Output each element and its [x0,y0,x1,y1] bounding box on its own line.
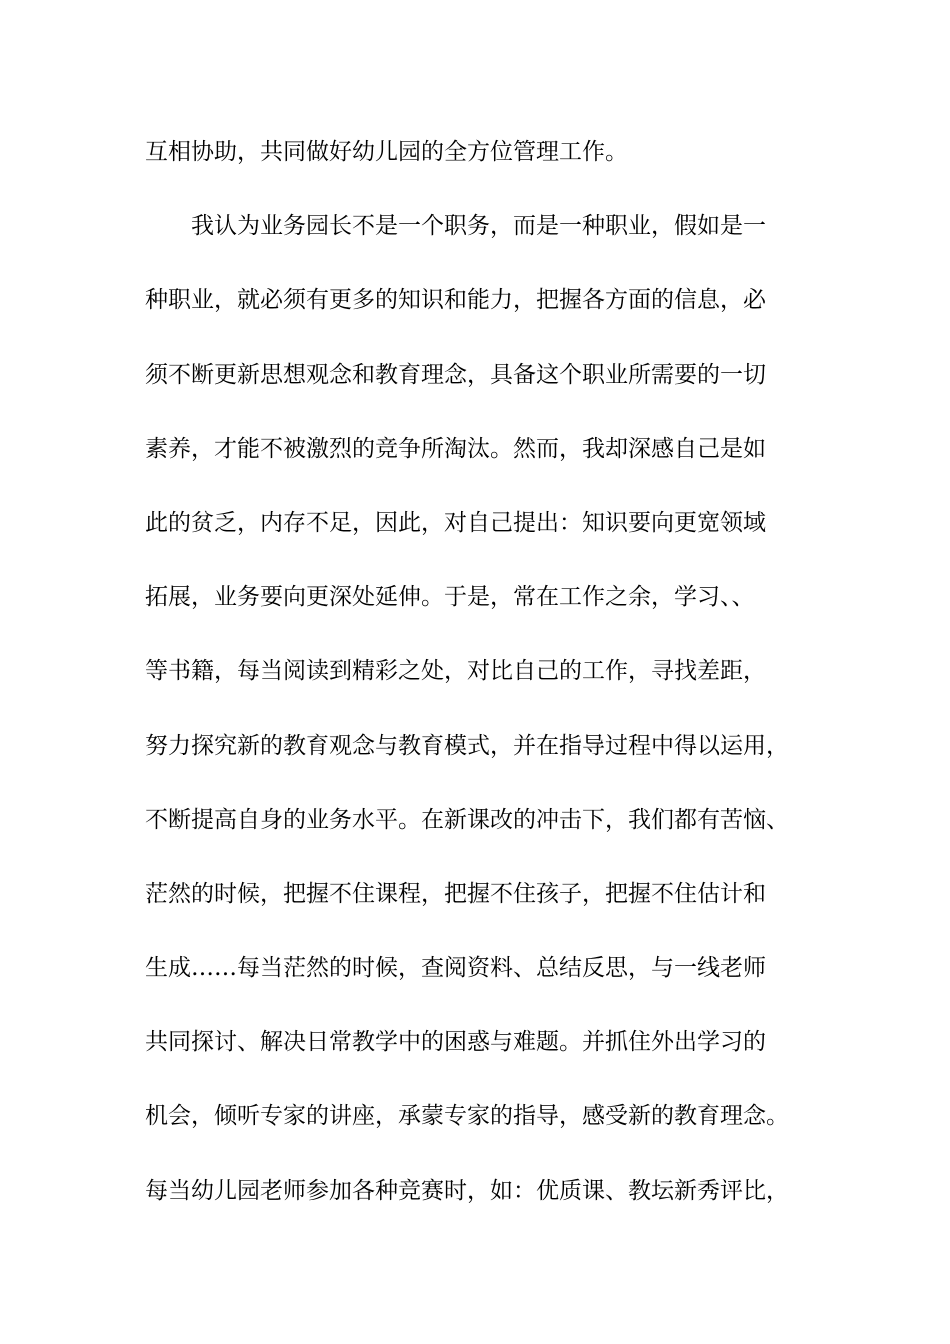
text-line: 生成……每当茫然的时候，查阅资料、总结反思，与一线老师 [145,955,766,982]
text-line: 素养，才能不被激烈的竞争所淘汰。然而，我却深感自己是如 [145,435,766,462]
text-line: 此的贫乏，内存不足，因此，对自己提出：知识要向更宽领域 [145,509,766,536]
text-line: 努力探究新的教育观念与教育模式，并在指导过程中得以运用， [145,732,789,759]
text-line: 等书籍，每当阅读到精彩之处，对比自己的工作，寻找差距， [145,658,766,685]
body-text [145,128,825,1241]
paragraph-first-line: 我认为业务园长不是一个职务，而是一种职业，假如是一 [191,213,766,240]
text-line: 每当幼儿园老师参加各种竞赛时，如：优质课、教坛新秀评比， [145,1177,789,1204]
text-line: 互相协助，共同做好幼儿园的全方位管理工作。 [145,139,628,165]
text-line: 机会，倾听专家的讲座，承蒙专家的指导，感受新的教育理念。 [145,1103,789,1130]
text-line: 茫然的时候，把握不住课程，把握不住孩子，把握不住估计和 [145,880,766,907]
text-line: 拓展，业务要向更深处延伸。于是，常在工作之余，学习、、 [145,584,755,611]
text-line: 须不断更新思想观念和教育理念，具备这个职业所需要的一切 [145,361,766,388]
text-line: 共同探讨、解决日常教学中的困惑与难题。并抓住外出学习的 [145,1029,766,1056]
text-line: 不断提高自身的业务水平。在新课改的冲击下，我们都有苦恼、 [145,806,789,833]
text-line: 种职业，就必须有更多的知识和能力，把握各方面的信息，必 [145,287,766,314]
